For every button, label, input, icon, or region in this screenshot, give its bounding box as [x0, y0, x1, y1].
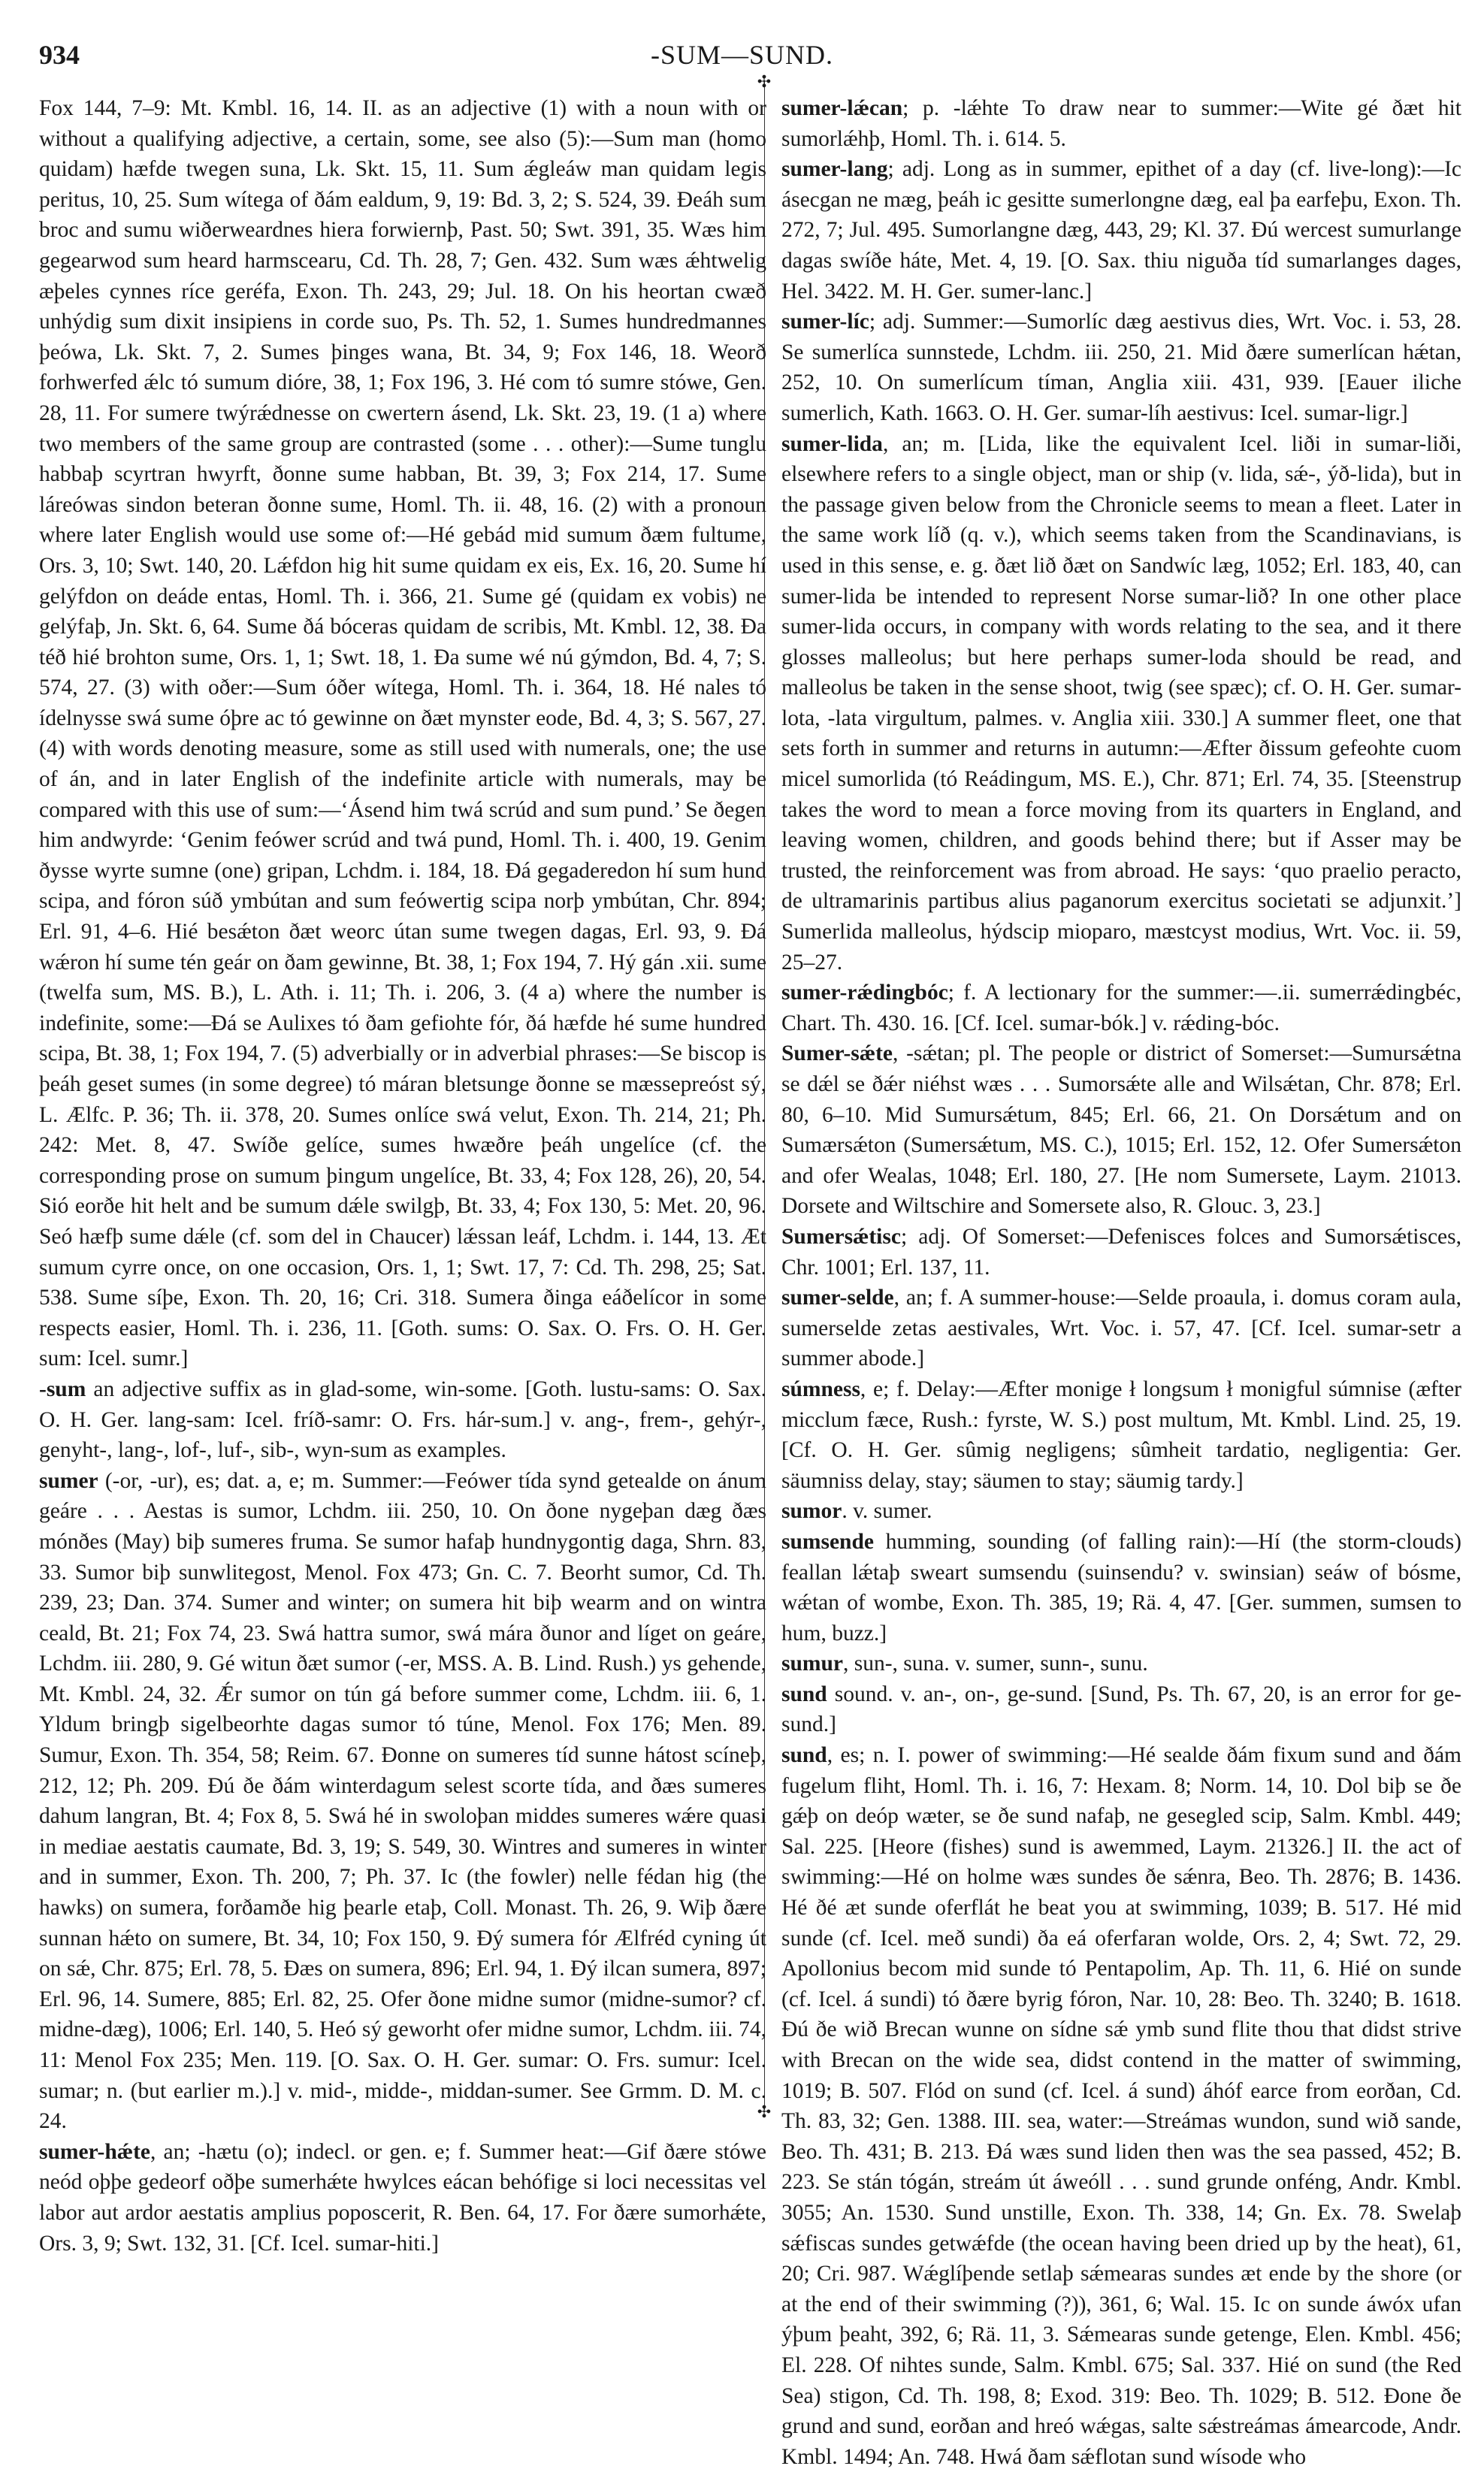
dictionary-entry: [781, 307, 1461, 428]
entry-body: , es; n. I. power of swimming:—Hé sealde ðám fixum sund and ðám fugelum fliht, Homl. Th. i. 16, 7: Hexam. 8; Norm. 14, 10. Dol biþ se ðe gǽþ on deóp wæter, se ðe sund nafaþ, ne gesegled scip, Salm. Kmbl. 449; Sal. 225. [Heore (fishes) sund is awemmed, Laym. 21326.] II. the act of swimming:—Hé on holme wæs sundes ðe sǽnra, Beo. Th. 2876; B. 1436. Hé ðé æt sunde oferflát he beat you at swimming, 1039; B. 517. Hé mid sunde (cf. Icel. með sundi) ða eá oferfaran wolde, Ors. 2, 4; Swt. 72, 29. Apollonius becom mid sunde tó Pentapolim, Ap. Th. 11, 6. Hié on sunde (cf. Icel. á sundi) tó ðære byrig fóron, Nar. 10, 28: Beo. Th. 3240; B. 1618. Ðú ðe wið Brecan wunne on sídne sǽ ymb sund flite thou that didst strive with Brecan on the wide sea, didst contend in the matter of swimming, 1019; B. 507. Flód on sund (cf. Icel. á sund) áhóf earce from eorðan, Cd. Th. 83, 32; Gen. 1388. III. sea, water:—Streámas wundon, sund wið sande, Beo. Th. 431; B. 213. Ðá wæs sund liden then was the sea passed, 452; B. 223. Se stán tógán, streám út áweóll . . . sund grunde onféng, Andr. Kmbl. 3055; An. 1530. Sund unstille, Exon. Th. 338, 14; Gn. Ex. 78. Swelaþ sǽfiscas sundes getwǽfde (the ocean having been dried up by the heat), 61, 20; Cri. 987. Wǽglíþende setlaþ sǽmearas sundes æt ende by the shore (or at the end of their swimming (?)), 361, 6; Wal. 15. Ic on sunde áwóx ufan ýþum þeaht, 392, 6; Rä. 11, 3. Sǽmearas sunde getenge, Elen. Kmbl. 456; El. 228. Of nihtes sunde, Salm. Kmbl. 675; Sal. 337. Hié on sund (the Red Sea) stigon, Cd. Th. 198, 8; Exod. 319: Beo. Th. 1029; B. 512. Ðone ðe grund and sund, eorðan and hreó wǽgas, salte sǽstreámas ámearcode, Andr. Kmbl. 1494; An. 748. Hwá ðam sǽflotan sund wísode who: [781, 1743, 1461, 2469]
entry-headword: sund: [781, 1682, 827, 1706]
left-column: [39, 93, 766, 2259]
divider-ornament-bottom: ✣: [757, 2102, 772, 2121]
dictionary-entry: [781, 1222, 1461, 1283]
entry-headword: sund: [781, 1743, 827, 1768]
entry-headword: sumer-selde: [781, 1286, 894, 1310]
dictionary-entry: [781, 1649, 1461, 1679]
entry-headword: Sumer-sǽte: [781, 1041, 893, 1066]
dictionary-entry: [781, 154, 1461, 307]
entry-body: , an; m. [Lida, like the equivalent Icel. liði in sumar-liði, elsewhere refers to a single object, man or ship (v. lida, sǽ-, ýð-lida), but in the passage given below from the Chronicle seems to mean a fleet. Later in the same work líð (q. v.), which seems taken from the Scandinavians, is used in this sense, e. g. ðæt lið ðæt on Sandwíc læg, 1052; Erl. 183, 40, can sumer-lida be intended to represent Norse sumar-lið? In one other place sumer-lida occurs, in company with words relating to the sea, and it there glosses malleolus; but here perhaps sumer-loda should be read, and malleolus be taken in the sense shoot, twig (see spæc); cf. O. H. Ger. sumar-lota, -lata virgultum, palmes. v. Anglia xiii. 330.] A summer fleet, one that sets forth in summer and returns in autumn:—Æfter ðissum gefeohte cuom micel sumorlida (tó Reádingum, MS. E.), Chr. 871; Erl. 74, 35. [Steenstrup takes the word to mean a force moving from its quarters in England, and leaving women, children, and goods behind there; but if Asser may be trusted, the reinforcement was from abroad. He says: ‘quo praelio peracto, de ultramarinis partibus alius paganorum exercitus societati se adjunxit.’] Sumerlida malleolus, hýdscip mioparo, mæstcyst modius, Wrt. Voc. ii. 59, 25–27.: [781, 431, 1461, 975]
dictionary-entry: [39, 2137, 766, 2259]
entry-headword: sumer-líc: [781, 310, 869, 334]
dictionary-entry: [781, 1527, 1461, 1649]
entry-body: an adjective suffix as in glad-some, win-some. [Goth. lustu-sams: O. Sax. O. H. Ger. lang-sam: Icel. fríð-samr: O. Frs. hár-sum.] v. ang-, frem-, gehýr-, genyht-, lang-, lof-, luf-, sib-, wyn-sum as examples.: [39, 1377, 766, 1463]
entry-body: sound. v. an-, on-, ge-sund. [Sund, Ps. Th. 67, 20, is an error for ge-sund.]: [781, 1682, 1461, 1737]
right-column: [781, 93, 1461, 2472]
page-number: 934: [39, 40, 80, 70]
entry-body: , an; f. A summer-house:—Selde proaula, i. domus coram aula, sumerselde zetas aestivales, Wrt. Voc. i. 57, 47. [Cf. Icel. sumar-setr a summer abode.]: [781, 1286, 1461, 1371]
entry-headword: sumer-rǽdingbóc: [781, 981, 948, 1005]
entry-body: ; adj. Of Somerset:—Defenisces folces and Sumorsǽtisces, Chr. 1001; Erl. 137, 11.: [781, 1224, 1461, 1280]
entry-body: . v. sumer.: [842, 1499, 932, 1524]
entry-headword: sumer: [39, 1468, 98, 1493]
entry-headword: sumsende: [781, 1529, 874, 1554]
entry-body: , e; f. Delay:—Æfter monige ł longsum ł monigful súmnise (æfter micclum fæce, Rush.: fyrste, W. S.) post multum, Mt. Kmbl. Lind. 25, 19. [Cf. O. H. Ger. sûmig negligens; sûmheit tardatio, negligentia: Ger. säumniss delay, stay; säumen to stay; säumig tardy.]: [781, 1377, 1461, 1493]
divider-ornament-top: ✣: [757, 72, 772, 91]
entry-headword: sumer-lang: [781, 157, 888, 182]
entry-headword: sumor: [781, 1499, 842, 1524]
dictionary-entry: [781, 1740, 1461, 2472]
dictionary-entry: [781, 978, 1461, 1038]
dictionary-entry: [781, 93, 1461, 154]
dictionary-entry: [781, 1679, 1461, 1740]
dictionary-entry: [39, 93, 766, 1374]
dictionary-entry: [39, 1466, 766, 2137]
entry-headword: sumer-hǽte: [39, 2139, 151, 2164]
entry-headword: Sumersǽtisc: [781, 1224, 901, 1249]
dictionary-entry: [781, 1374, 1461, 1496]
entry-headword: súmness: [781, 1377, 860, 1401]
entry-body: ; f. A lectionary for the summer:—.ii. sumerrǽdingbéc, Chart. Th. 430. 16. [Cf. Icel. sumar-bók.] v. rǽding-bóc.: [781, 981, 1461, 1035]
entry-body: ; adj. Summer:—Sumorlíc dæg aestivus dies, Wrt. Voc. i. 53, 28. Se sumerlíca sunnstede, Lchdm. iii. 250, 21. Mid ðære sumerlícan hǽtan, 252, 10. On sumerlícum tíman, Anglia xiii. 431, 939. [Eauer iliche sumerlich, Kath. 1663. O. H. Ger. sumar-líh aestivus: Icel. sumar-ligr.]: [781, 310, 1461, 425]
dictionary-entry: [781, 1496, 1461, 1527]
entry-body: ; adj. Long as in summer, epithet of a day (cf. live-long):—Ic ásecgan ne mæg, þeáh ic gesitte sumerlongne dæg, eal þa earfeþu, Exon. Th. 272, 7; Jul. 495. Sumorlangne dæg, 443, 29; Kl. 37. Ðú wercest sumurlange dagas swíðe háte, Met. 4, 19. [O. Sax. thiu niguða tíd sumarlanges dages, Hel. 3422. M. H. Ger. sumer-lanc.]: [781, 157, 1461, 304]
entry-body: (-or, -ur), es; dat. a, e; m. Summer:—Feówer tída synd getealde on ánum geáre . . . Aestas is sumor, Lchdm. iii. 250, 10. On ðone nygeþan dæg ðæs mónðes (May) biþ sumeres fruma. Se sumor hafaþ hundnygontig daga, Shrn. 83, 33. Sumor biþ sunwlitegost, Menol. Fox 473; Gn. C. 7. Beorht sumor, Cd. Th. 239, 23; Dan. 374. Sumer and winter; on sumera hit biþ wearm and on wintra ceald, Bt. 21; Fox 74, 23. Swá hattra sumor, swá mára ðunor and líget on geáre, Lchdm. iii. 280, 9. Gé witun ðæt sumor (-er, MSS. A. B. Lind. Rush.) ys gehende, Mt. Kmbl. 24, 32. Ǽr sumor on tún gá before summer come, Lchdm. iii. 6, 1. Yldum bringþ sigelbeorhte dagas sumor tó túne, Menol. Fox 176; Men. 89. Sumur, Exon. Th. 354, 58; Reim. 67. Ðonne on sumeres tíd sunne hátost scíneþ, 212, 12; Ph. 209. Ðú ðe ðám winterdagum selest scorte tída, and ðæs sumeres dahum langran, Bt. 4; Fox 8, 5. Swá hé in swoloþan middes sumeres wǽre quasi in mediae aestatis caumate, Bd. 3, 19; S. 549, 30. Wintres and sumeres in winter and in summer, Exon. Th. 200, 7; Ph. 37. Ic (the fowler) nelle fédan hig (the hawks) on sumera, forðamðe hig þearle etaþ, Coll. Monast. Th. 26, 9. Wiþ ðære sunnan hǽto on sumere, Bt. 34, 10; Fox 150, 9. Ðý sumera fór Ælfréd cyning út on sǽ, Chr. 875; Erl. 78, 5. Ðæs on sumera, 896; Erl. 94, 1. Ðý ilcan sumera, 897; Erl. 96, 14. Sumere, 885; Erl. 82, 25. Ofer ðone midne sumor (midne-sumor? cf. midne-dæg), 1006; Erl. 140, 5. Heó sý geworht ofer midne sumor, Lchdm. iii. 74, 11: Menol Fox 235; Men. 119. [O. Sax. O. H. Ger. sumar: O. Frs. sumur: Icel. sumar; n. (but earlier m.).] v. mid-, midde-, middan-sumer. See Grmm. D. M. c. 24.: [39, 1468, 766, 2134]
entry-headword: sumur: [781, 1652, 843, 1676]
page-title: -SUM—SUND.: [650, 40, 834, 70]
entry-body: , -sǽtan; pl. The people or district of Somerset:—Sumursǽtna se dǽl se ðǽr niéhst wæs . . . Sumorsǽte alle and Wilsǽtan, Chr. 878; Erl. 80, 6–10. Mid Sumursǽtum, 845; Erl. 66, 21. On Dorsǽtum and on Sumærsǽton (Sumersǽtum, MS. C.), 1015; Erl. 152, 12. Ofer Sumersǽton and ofer Wealas, 1048; Erl. 180, 27. [He nom Sumersete, Laym. 21013. Dorsete and Wiltschire and Somersete also, R. Glouc. 3, 23.]: [781, 1041, 1461, 1219]
entry-headword: sumer-lida: [781, 431, 883, 456]
entry-body: humming, sounding (of falling rain):—Hí (the storm-clouds) feallan lǽtaþ sweart sumsendu (suinsendu? v. swinsian) seáw of bósme, wǽtan of wombe, Exon. Th. 385, 19; Rä. 4, 47. [Ger. summen, sumsen to hum, buzz.]: [781, 1529, 1461, 1645]
entry-headword: sumer-lǽcan: [781, 96, 903, 120]
entry-body: Fox 144, 7–9: Mt. Kmbl. 16, 14. II. as an adjective (1) with a noun with or without a qualifying adjective, a certain, some, see also (5):—Sum man (homo quidam) hæfde twegen suna, Lk. Skt. 15, 11. Sum ǽgleáw man quidam legis peritus, 10, 25. Sum wítega of ðám ealdum, 9, 19: Bd. 3, 2; S. 524, 39. Ðeáh sum broc and sumu wiðerweardnes hiera forwiernþ, Past. 50; Swt. 391, 35. Wæs him gegearwod sum heard harmscearu, Cd. Th. 28, 7; Gen. 432. Sum wæs ǽhtwelig æþeles cynnes ríce geréfa, Exon. Th. 243, 29; Jul. 18. On his heortan cwæð unhýdig sum dixit insipiens in corde suo, Ps. Th. 52, 1. Sumes hundredmannes þeówa, Lk. Skt. 7, 2. Sumes þinges wana, Bt. 34, 9; Fox 146, 18. Weorð forhwerfed ǽlc tó sumum dióre, 38, 1; Fox 196, 3. Hé com tó sumre stówe, Gen. 28, 11. For sumere twýrǽdnesse on cwertern ásend, Lk. Skt. 23, 19. (1 a) where two members of the same group are contrasted (some . . . other):—Sume tunglu habbaþ scyrtran hwyrft, ðonne sume habban, Bt. 39, 3; Fox 214, 17. Sume láreówas sindon beteran ðonne sume, Homl. Th. ii. 48, 16. (2) with a pronoun where later English would use some of:—Hé gebád mid sumum ðæm fultume, Ors. 3, 10; Swt. 140, 20. Lǽfdon hig hit sume quidam ex eis, Ex. 16, 20. Sume hí gelýfdon on deáde entas, Homl. Th. i. 366, 21. Sume gé (quidam ex vobis) ne gelýfaþ, Jn. Skt. 6, 64. Sume ðá bóceras quidam de scribis, Mt. Kmbl. 12, 38. Ða téð hié brohton sume, Ors. 1, 1; Swt. 18, 1. Ða sume wé nú gýmdon, Bd. 4, 7; S. 574, 27. (3) with oðer:—Sum óðer wítega, Homl. Th. i. 364, 18. Hé nales tó ídelnysse swá sume óþre ac tó gewinne on ðæt mynster eode, Bd. 4, 3; S. 567, 27. (4) with words denoting measure, some as still used with numerals, one; the use of án, and in later English of the indefinite article with numerals, may be compared with this use of sum:—‘Ásend him twá scrúd and sum pund.’ Se ðegen him andwyrde: ‘Genim feówer scrúd and twá pund, Homl. Th. i. 400, 19. Genim ðysse wyrte sumne (one) gripan, Lchdm. i. 184, 18. Ðá gegaderedon hí sum hund scipa, and fóron súð ymbútan and sum feówertig scipa norþ ymbútan, Chr. 894; Erl. 91, 4–6. Hié besǽton ðæt weorc útan sume twegen dagas, Erl. 93, 9. Ðá wǽron hí sume tén geár on ðam gewinne, Bt. 38, 1; Fox 194, 7. Hý gán .xii. sume (twelfa sum, MS. B.), L. Ath. i. 11; Th. i. 206, 3. (4 a) where the number is indefinite, some:—Ðá se Aulixes tó ðam gefiohte fór, ðá hæfde hé sume hundred scipa, Bt. 38, 1; Fox 194, 7. (5) adverbially or in adverbial phrases:—Se biscop is þeáh geset sumes (in some degree) tó máran bletsunge ðonne se mæssepreóst sý, L. Ælfc. P. 36; Th. ii. 378, 20. Sumes onlíce swá velut, Exon. Th. 214, 21; Ph. 242: Met. 8, 47. Swíðe gelíce, sumes hwæðre þeáh ungelíce (cf. the corresponding prose on sumum þingum ungelíce, Bt. 33, 4; Fox 128, 26), 20, 54. Sió eorðe hit helt and be sumum dǽle swilgþ, Bt. 33, 4; Fox 130, 5: Met. 20, 96. Seó hæfþ sume dǽle (cf. som del in Chaucer) lǽssan leáf, Lchdm. i. 144, 13. Æt sumum cyrre once, on one occasion, Ors. 1, 1; Swt. 17, 7: Cd. Th. 298, 25; Sat. 538. Sume síþe, Exon. Th. 20, 16; Cri. 318. Sumera ðinga eáðelícor in some respects easier, Homl. Th. i. 236, 11. [Goth. sums: O. Sax. O. Frs. O. H. Ger. sum: Icel. sumr.]: [39, 96, 766, 1371]
dictionary-entry: [39, 1374, 766, 1466]
dictionary-entry: [781, 1038, 1461, 1222]
dictionary-entry: [781, 1283, 1461, 1374]
entry-body: , sun-, suna. v. sumer, sunn-, sunu.: [842, 1652, 1148, 1676]
entry-headword: -sum: [39, 1377, 86, 1401]
entry-body: , an; -hætu (o); indecl. or gen. e; f. Summer heat:—Gif ðære stówe neód oþþe gedeorf oðþe sumerhǽte hwylces eácan behófige si loci necessitas vel labor aut ardor aestatis amplius poposcerit, R. Ben. 64, 17. For ðære sumorhǽte, Ors. 3, 9; Swt. 132, 31. [Cf. Icel. sumar-hiti.]: [39, 2139, 766, 2256]
dictionary-entry: [781, 429, 1461, 978]
page-header: [0, 39, 1484, 77]
entry-body: ; p. -lǽhte To draw near to summer:—Wite gé ðæt hit sumorlǽhþ, Homl. Th. i. 614. 5.: [781, 96, 1461, 151]
